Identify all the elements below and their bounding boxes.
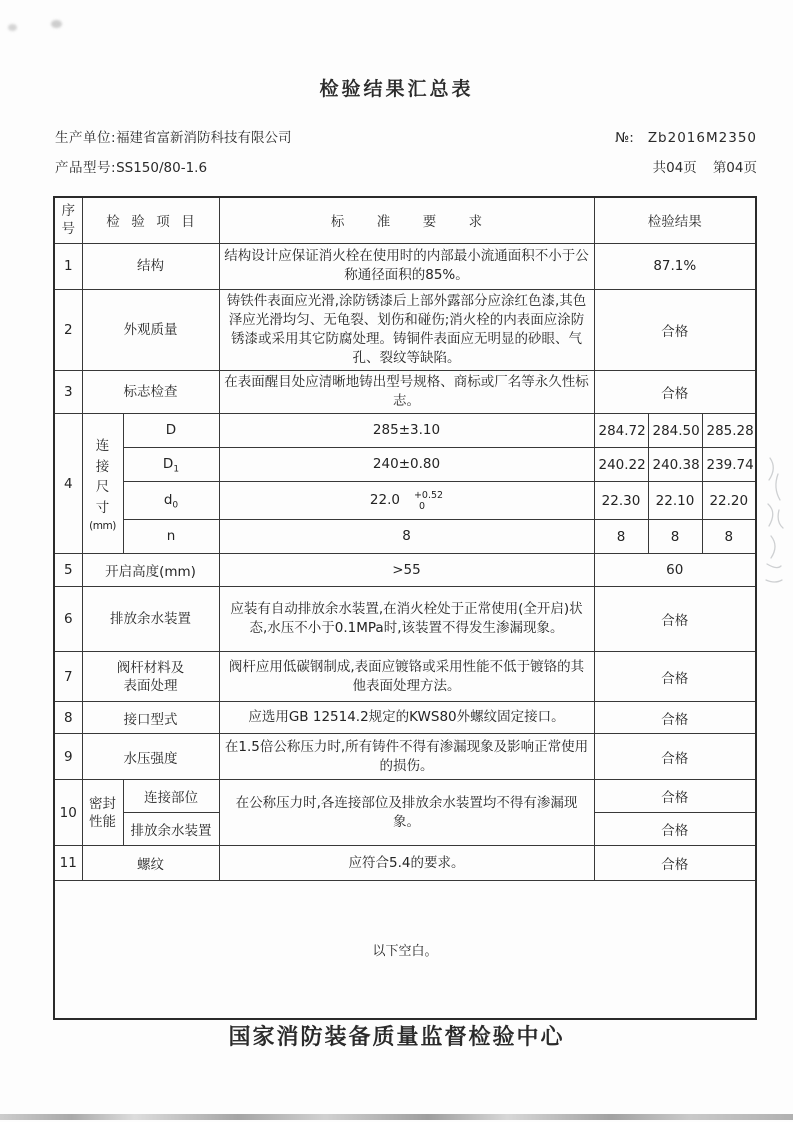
row-number: 11 (54, 846, 82, 881)
item-cell: 开启高度(mm) (82, 554, 219, 587)
dimension-param-cell: $d_0$ (123, 482, 219, 520)
table-row (54, 289, 756, 371)
col-header-item: 检验项目 (82, 197, 219, 243)
producer-label: 生产单位: (55, 130, 117, 146)
result-cell: 合格 (594, 371, 756, 414)
measured-value: 240.22 (594, 448, 648, 482)
standard-cell: 285±3.10 (219, 414, 594, 448)
table-row (54, 243, 756, 289)
blank-filler-row (54, 881, 756, 1019)
row-number: 2 (54, 289, 82, 371)
table-row (54, 554, 756, 587)
footer-organization: 国家消防装备质量监督检验中心 (228, 1025, 565, 1050)
item-cell: 接口型式 (82, 702, 219, 734)
item-cell: 螺纹 (82, 846, 219, 881)
standard-cell: 应选用GB 12514.2规定的KWS80外螺纹固定接口。 (219, 702, 594, 734)
report-number-field (615, 130, 757, 146)
seal-group-cell: 密封性能 (82, 780, 123, 846)
row-number: 8 (54, 702, 82, 734)
measured-value: 8 (594, 520, 648, 554)
measured-value: 239.74 (702, 448, 756, 482)
result-cell: 合格 (594, 780, 756, 813)
item-cell: 排放余水装置 (82, 587, 219, 652)
report-number-value: Zb2016M2350 (647, 130, 757, 146)
standard-cell: 阀杆应用低碳钢制成,表面应镀铬或采用性能不低于镀铬的其他表面处理方法。 (219, 652, 594, 702)
row-number: 3 (54, 371, 82, 414)
table-row (54, 652, 756, 702)
table-row (54, 371, 756, 414)
page-current: 第04页 (712, 160, 757, 176)
seal-subitem-cell: 连接部位 (123, 780, 219, 813)
row-number: 10 (54, 780, 82, 846)
row-number: 7 (54, 652, 82, 702)
scan-smudge (51, 20, 62, 28)
scan-edge-strip (0, 1114, 793, 1120)
handwriting-marks (762, 452, 790, 612)
table-row (54, 520, 756, 554)
standard-cell: 240±0.80 (219, 448, 594, 482)
table-row (54, 414, 756, 448)
table-row (54, 702, 756, 734)
dimension-group-cell: 连接尺寸 (mm) (82, 414, 123, 554)
table-row (54, 482, 756, 520)
pagination-field (653, 156, 757, 176)
dimension-param-cell: D (123, 414, 219, 448)
standard-cell: 在1.5倍公称压力时,所有铸件不得有渗漏现象及影响正常使用的损伤。 (219, 734, 594, 780)
standard-cell: 铸铁件表面应光滑,涂防锈漆后上部外露部分应涂红色漆,其色泽应光滑均匀、无龟裂、划伤和碰伤;消火栓的内表面应涂防锈漆或采用其它防腐处理。铸铜件表面应无明显的砂眼、气孔、裂纹等缺陷。 (219, 289, 594, 371)
result-cell: 合格 (594, 846, 756, 881)
standard-cell: 应符合5.4的要求。 (219, 846, 594, 881)
table-row (54, 846, 756, 881)
result-cell: 60 (594, 554, 756, 587)
result-cell: 合格 (594, 289, 756, 371)
item-cell: 阀杆材料及表面处理 (82, 652, 219, 702)
table-row (54, 780, 756, 813)
table-row (54, 587, 756, 652)
producer-value: 福建省富新消防科技有限公司 (116, 130, 292, 146)
measured-value: 285.28 (702, 414, 756, 448)
inspection-results-table (53, 196, 757, 1020)
standard-cell: 在公称压力时,各连接部位及排放余水装置均不得有渗漏现象。 (219, 780, 594, 846)
result-cell: 合格 (594, 702, 756, 734)
result-cell: 合格 (594, 734, 756, 780)
standard-cell (219, 482, 594, 520)
dimension-param-cell: $D_1$ (123, 448, 219, 482)
table-header-row (54, 197, 756, 243)
page-title: 检验结果汇总表 (319, 78, 474, 100)
report-number-label: №: (615, 130, 634, 146)
measured-value: 8 (702, 520, 756, 554)
measured-value: 22.10 (648, 482, 702, 520)
nominal-value: 22.0 (369, 492, 400, 509)
measured-value: 22.30 (594, 482, 648, 520)
item-cell: 外观质量 (82, 289, 219, 371)
standard-cell: 8 (219, 520, 594, 554)
producer-row (55, 126, 757, 146)
row-number: 9 (54, 734, 82, 780)
col-header-no: 序号 (54, 197, 82, 243)
result-cell: 合格 (594, 587, 756, 652)
blank-below-note: 以下空白。 (54, 881, 756, 1019)
row-number: 6 (54, 587, 82, 652)
row-number: 4 (54, 414, 82, 554)
measured-value: 8 (648, 520, 702, 554)
model-label: 产品型号: (55, 160, 117, 176)
standard-cell: 应装有自动排放余水装置,在消火栓处于正常使用(全开启)状态,水压不小于0.1MPa时,该装置不得发生渗漏现象。 (219, 587, 594, 652)
model-row (55, 156, 757, 176)
row-number: 1 (54, 243, 82, 289)
pages-total: 共04页 (652, 160, 697, 176)
item-cell: 标志检查 (82, 371, 219, 414)
model-value: SS150/80-1.6 (116, 160, 208, 176)
measured-value: 240.38 (648, 448, 702, 482)
table-row (54, 734, 756, 780)
standard-cell: >55 (219, 554, 594, 587)
result-cell: 合格 (594, 813, 756, 846)
seal-subitem-cell: 排放余水装置 (123, 813, 219, 846)
item-cell: 结构 (82, 243, 219, 289)
standard-cell: 在表面醒目处应清晰地铸出型号规格、商标或厂名等永久性标志。 (219, 371, 594, 414)
item-cell: 水压强度 (82, 734, 219, 780)
result-cell: 合格 (594, 652, 756, 702)
col-header-standard: 标准要求 (219, 197, 594, 243)
measured-value: 22.20 (702, 482, 756, 520)
result-cell: 87.1% (594, 243, 756, 289)
model-field (55, 156, 207, 176)
row-number: 5 (54, 554, 82, 587)
dimension-param-cell: n (123, 520, 219, 554)
col-header-result: 检验结果 (594, 197, 756, 243)
producer-field (55, 126, 292, 146)
measured-value: 284.72 (594, 414, 648, 448)
measured-value: 284.50 (648, 414, 702, 448)
table-row (54, 448, 756, 482)
standard-cell: 结构设计应保证消火栓在使用时的内部最小流通面积不小于公称通径面积的85%。 (219, 243, 594, 289)
scan-smudge (8, 24, 17, 31)
tolerance-stack: +0.52 0 (413, 489, 444, 512)
